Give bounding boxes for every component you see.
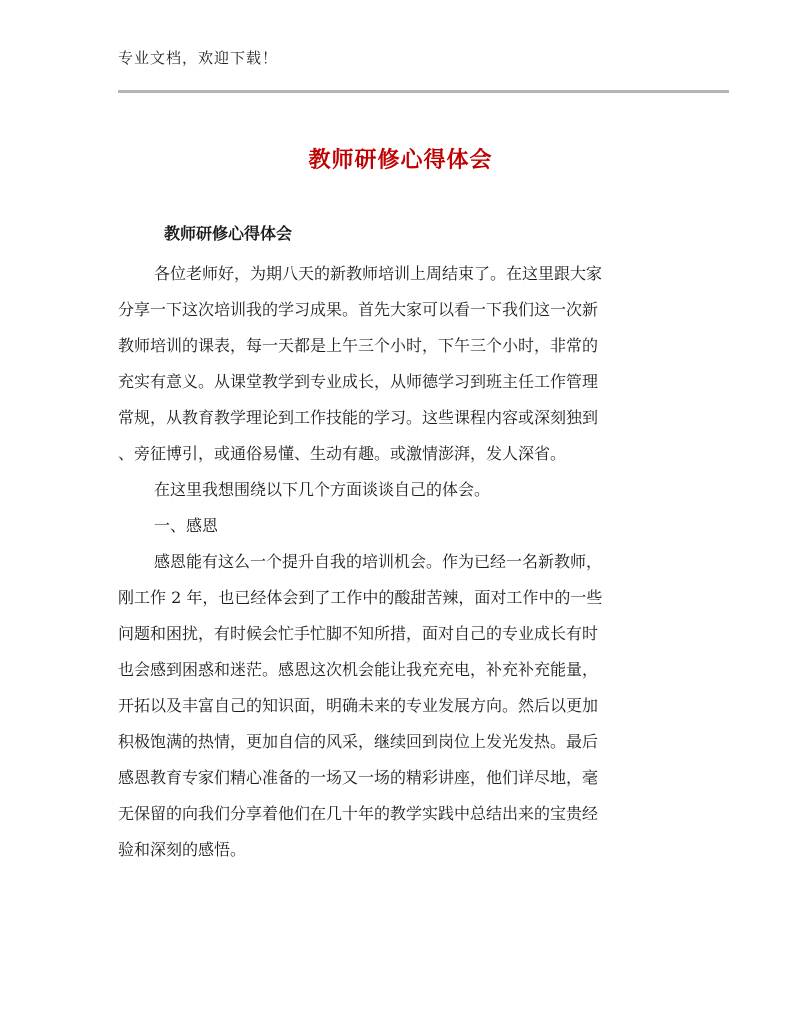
body-line: 各位老师好，为期八天的新教师培训上周结束了。在这里跟大家 [154,264,603,283]
body-line: 感恩教育专家们精心准备的一场又一场的精彩讲座，他们详尽地，毫 [118,768,599,787]
body-line: 分享一下这次培训我的学习成果。首先大家可以看一下我们这一次新 [118,300,599,319]
document-title: 教师研修心得体会 [308,148,493,173]
body-line: 教师培训的课表，每一天都是上午三个小时，下午三个小时，非常的 [118,336,599,355]
body-line: 验和深刻的感悟。 [118,840,247,859]
section-heading: 一、感恩 [154,516,219,535]
document-body [118,256,684,868]
body-line: 常规，从教育教学理论到工作技能的学习。这些课程内容或深刻独到 [118,408,599,427]
body-line: 充实有意义。从课堂教学到专业成长，从师德学习到班主任工作管理 [118,372,599,391]
header-divider [118,90,729,93]
body-line: 开拓以及丰富自己的知识面，明确未来的专业发展方向。然后以更加 [118,696,599,715]
body-line: 问题和困扰，有时候会忙手忙脚不知所措，面对自己的专业成长有时 [118,624,599,643]
body-line: 也会感到困惑和迷茫。感恩这次机会能让我充充电，补充补充能量， [118,660,599,679]
body-line: 在这里我想围绕以下几个方面谈谈自己的体会。 [154,480,491,499]
body-line: 无保留的向我们分享着他们在几十年的教学实践中总结出来的宝贵经 [118,804,599,823]
header-note: 专业文档，欢迎下载！ [118,49,279,67]
body-line: 刚工作 2 年，也已经体会到了工作中的酸甜苦辣，面对工作中的一些 [118,588,603,607]
body-line: 感恩能有这么一个提升自我的培训机会。作为已经一名新教师， [154,552,603,571]
document-subtitle: 教师研修心得体会 [164,224,293,243]
body-line: 积极饱满的热情，更加自信的风采，继续回到岗位上发光发热。最后 [118,732,599,751]
body-line: 、旁征博引，或通俗易懂、生动有趣。或激情澎湃，发人深省。 [118,444,567,463]
